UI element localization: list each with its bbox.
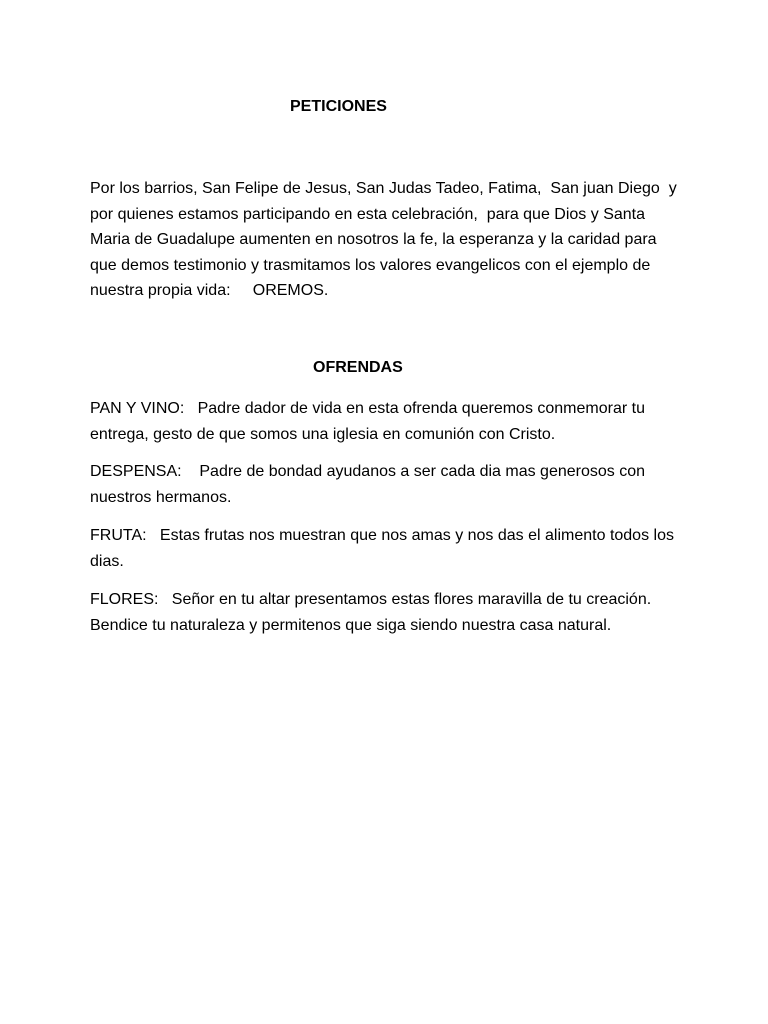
peticion-line: que demos testimonio y trasmitamos los valores evangelicos con el ejemplo de	[90, 256, 651, 274]
peticion-line: Por los barrios, San Felipe de Jesus, San Judas Tadeo, Fatima, San juan Diego y	[90, 180, 677, 197]
ofrenda-fruta	[90, 523, 678, 574]
peticiones-heading: PETICIONES	[290, 98, 387, 115]
ofrenda-line	[90, 587, 678, 613]
ofrenda-line	[90, 396, 678, 422]
ofrenda-line: entrega, gesto de que somos una iglesia en comunión con Cristo.	[90, 425, 556, 443]
peticion-line: Maria de Guadalupe aumenten en nosotros la fe, la esperanza y la caridad para	[90, 231, 657, 248]
ofrenda-label: DESPENSA:	[90, 463, 182, 480]
ofrenda-line	[90, 459, 678, 485]
ofrenda-line: nuestros hermanos.	[90, 488, 232, 506]
peticion-line: nuestra propia vida: OREMOS.	[90, 282, 329, 299]
peticion-line: por quienes estamos participando en esta celebración, para que Dios y Santa	[90, 205, 646, 223]
ofrenda-text: Señor en tu altar presentamos estas flores maravilla de tu creación.	[158, 591, 652, 608]
ofrenda-despensa	[90, 459, 678, 510]
ofrendas-heading: OFRENDAS	[313, 359, 403, 376]
ofrenda-pan-y-vino	[90, 396, 678, 447]
ofrenda-flores	[90, 587, 678, 638]
ofrenda-label: PAN Y VINO:	[90, 400, 185, 417]
ofrenda-line: dias.	[90, 552, 124, 570]
ofrenda-label: FLORES:	[90, 591, 159, 608]
ofrenda-line	[90, 523, 678, 549]
peticion-paragraph	[90, 176, 678, 304]
ofrenda-line: Bendice tu naturaleza y permitenos que siga siendo nuestra casa natural.	[90, 616, 612, 634]
ofrenda-text: Padre dador de vida en esta ofrenda queremos conmemorar tu	[184, 400, 645, 417]
ofrenda-label: FRUTA:	[90, 527, 147, 544]
ofrenda-text: Estas frutas nos muestran que nos amas y nos das el alimento todos los	[146, 527, 674, 544]
ofrenda-text: Padre de bondad ayudanos a ser cada dia mas generosos con	[181, 463, 646, 480]
